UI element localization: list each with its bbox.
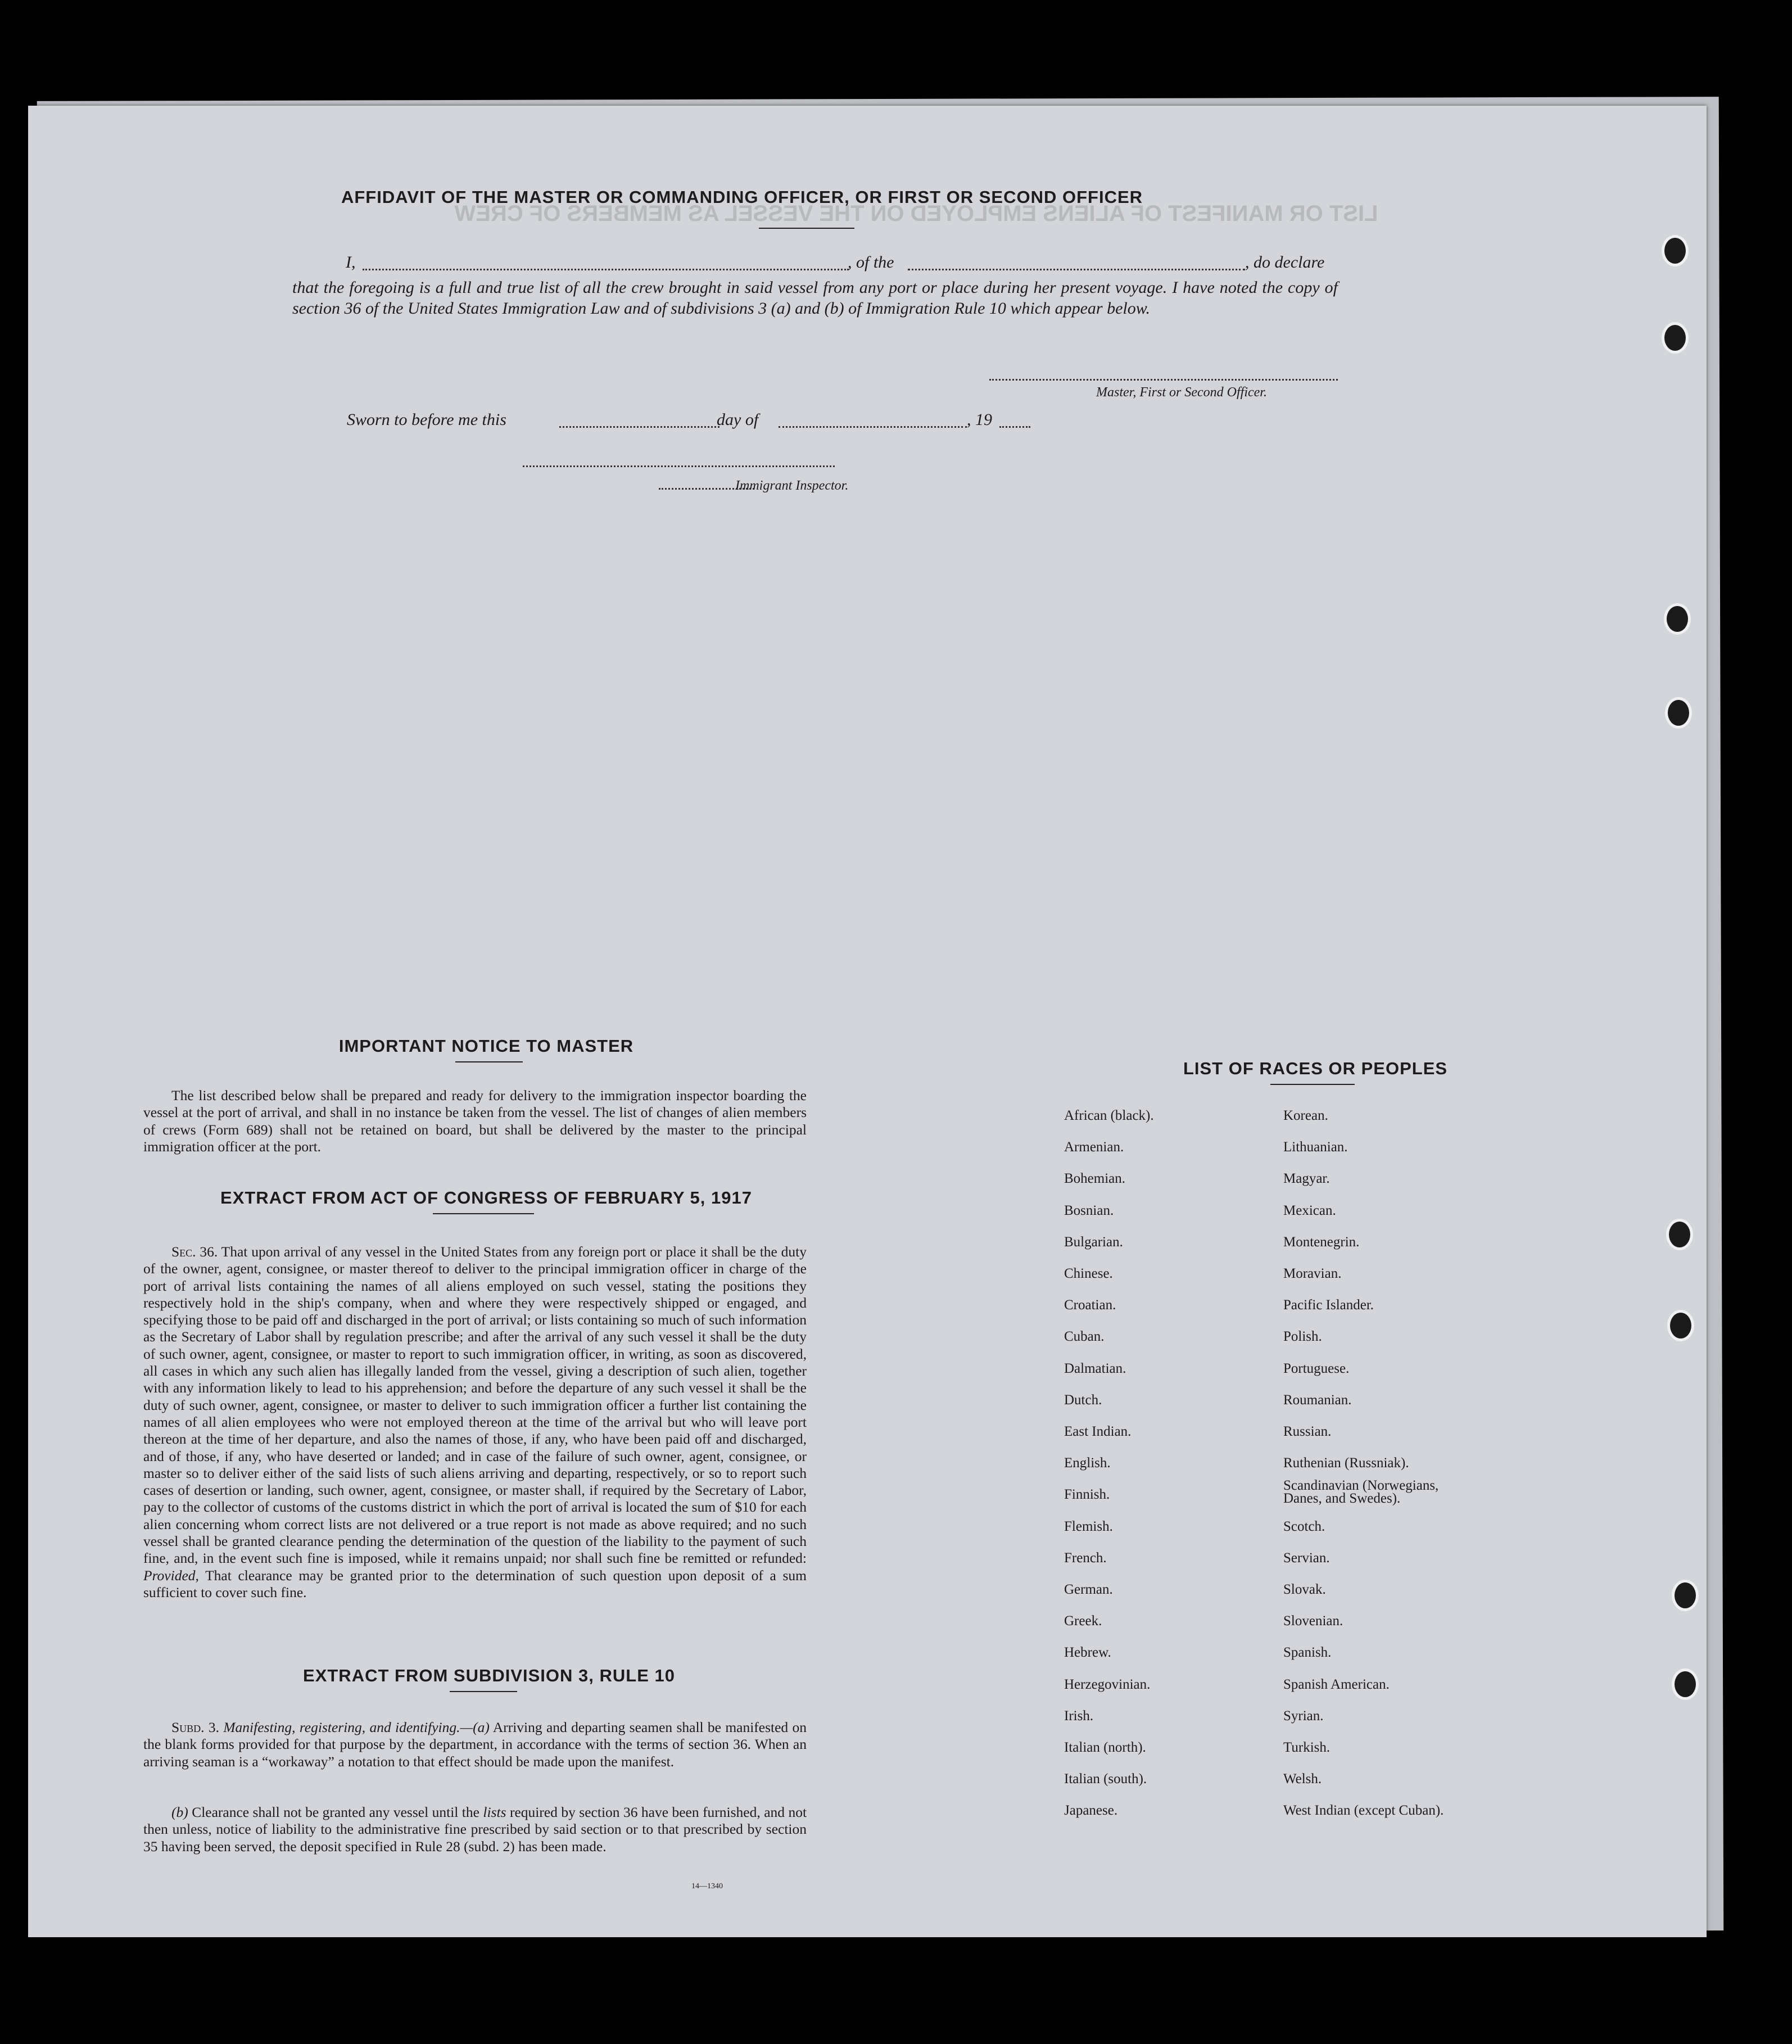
rule-para-b: [143, 1804, 807, 1855]
race-item-left: German.: [1064, 1582, 1113, 1597]
inspector-caption: Immigrant Inspector.: [735, 478, 849, 493]
race-item-right: Syrian.: [1283, 1708, 1324, 1724]
race-item-right: Roumanian.: [1283, 1392, 1352, 1408]
race-item-right: Mexican.: [1283, 1202, 1336, 1218]
race-item-right: Servian.: [1283, 1550, 1330, 1566]
act-body: [143, 1243, 807, 1601]
year-text: , 19: [967, 410, 992, 429]
race-item-right: Montenegrin.: [1283, 1234, 1360, 1250]
binder-hole: [1665, 697, 1692, 729]
lists-word: lists: [483, 1804, 506, 1820]
section-text-end: That clearance may be granted prior to the determination of such question upon deposit of a sum sufficient to cover such fine.: [143, 1567, 807, 1600]
name-blank: [363, 269, 849, 270]
sworn-day-blank: [559, 426, 719, 428]
master-signature-line: [989, 379, 1338, 381]
race-item-left: French.: [1064, 1550, 1107, 1566]
para-a-text: Arriving and departing seamen shall be manifested on the blank forms provided for that purpose by the department, in accordance with the terms of section 36. When an arriving seaman is a “workaway” a notation to that effect should be made upon the manifest.: [143, 1719, 807, 1770]
race-item-right: Spanish American.: [1283, 1676, 1390, 1692]
race-item-left: Japanese.: [1064, 1803, 1118, 1819]
section-label: Sec. 36.: [171, 1243, 218, 1260]
race-item-left: Irish.: [1064, 1708, 1094, 1724]
act-heading: EXTRACT FROM ACT OF CONGRESS OF FEBRUARY 5, 1917: [220, 1188, 752, 1208]
notice-body: The list described below shall be prepared and ready for delivery to the immigration inspector boarding the vessel at the port of arrival, and shall in no instance be taken from the vessel. The list of changes of alien members of crews (Form 689) shall not be retained on board, but shall be delivered by the master to the principal immigration officer at the port.: [143, 1087, 807, 1155]
race-item-left: Dalmatian.: [1064, 1360, 1126, 1376]
binder-hole: [1662, 322, 1689, 354]
para-b-text: Clearance shall not be granted any vessel until the: [192, 1804, 479, 1820]
race-item-left: Greek.: [1064, 1613, 1102, 1629]
race-item-right: Welsh.: [1283, 1771, 1322, 1787]
inspector-line-1: [523, 465, 835, 467]
notice-rule: [455, 1061, 523, 1062]
race-item-right: Korean.: [1283, 1108, 1328, 1123]
race-item-left: Finnish.: [1064, 1487, 1110, 1503]
affidavit-line-of-the: , of the: [848, 253, 894, 272]
heading-rule: [759, 228, 854, 229]
notice-heading: IMPORTANT NOTICE TO MASTER: [338, 1036, 634, 1056]
race-item-right: Pacific Islander.: [1283, 1297, 1374, 1313]
race-item-right: Lithuanian.: [1283, 1139, 1348, 1155]
race-item-left: East Indian.: [1064, 1424, 1132, 1439]
race-item-right: Portuguese.: [1283, 1360, 1350, 1376]
race-item-right: West Indian (except Cuban).: [1283, 1803, 1444, 1819]
race-item-left: Bohemian.: [1064, 1171, 1126, 1187]
para-b-mark: (b): [171, 1804, 188, 1820]
race-item-right: Slovenian.: [1283, 1613, 1343, 1629]
race-item-left: Armenian.: [1064, 1139, 1124, 1155]
para-a-mark: —(a): [460, 1719, 490, 1735]
rule-para-a: [143, 1719, 807, 1770]
provided-label: Provided,: [143, 1567, 199, 1584]
race-item-right: Spanish.: [1283, 1645, 1332, 1661]
binder-hole: [1672, 1668, 1699, 1700]
race-item-left: African (black).: [1064, 1108, 1154, 1123]
race-item-right: Russian.: [1283, 1424, 1332, 1439]
race-item-left: Italian (south).: [1064, 1771, 1147, 1787]
race-item-left: Herzegovinian.: [1064, 1676, 1151, 1692]
race-item-left: Cuban.: [1064, 1329, 1105, 1345]
races-heading: LIST OF RACES OR PEOPLES: [1183, 1059, 1448, 1078]
binder-hole: [1664, 603, 1691, 635]
affidavit-line-declare: , do declare: [1245, 253, 1325, 272]
binder-hole: [1666, 1219, 1693, 1250]
race-item-right: Turkish.: [1283, 1740, 1331, 1755]
affidavit-line-i: I,: [346, 253, 356, 272]
section-text: That upon arrival of any vessel in the United States from any foreign port or place it shall be the duty of the owner, agent, consignee, or master thereof to deliver to the principal immigration officer in charge of the port of arrival lists containing the names of all aliens employed on such vessel, stating the positions they respectively hold in the ship's company, when and where they were respectively shipped or engaged, and specifying those to be paid off and discharged in the port of arrival; or lists containing so much of such information as the Secretary of Labor shall by regulation prescribe; and after the arrival of any such vessel it shall be the duty of such owner, agent, consignee, or master to report to such immigration officer, in writing, as soon as discovered, all cases in which any such alien has illegally landed from the vessel, giving a description of such alien, together with any information likely to lead to his apprehension; and before the departure of any such vessel it shall be the duty of such owner, agent, consignee, or master to deliver to such immigration officer a further list containing the names of all alien employees who were not employed thereon at the time of the arrival but who will leave port thereon at the time of her departure, and also the names of those, if any, who have been paid off and discharged, and of those, if any, who have deserted or landed; and in case of the failure of such owner, agent, consignee, or master so to deliver either of the said lists of such aliens arriving and departing, respectively, or so to report such cases of desertion or landing, such owner, agent, consignee, or master shall, if required by the Secretary of Labor, pay to the collector of customs of the customs district in which the port of arrival is located the sum of $10 for each alien concerning whom correct lists are not delivered or a true report is not made as above required; and no such vessel shall be granted clearance pending the determination of the question of the liability to the payment of such fine, and, in the event such fine is imposed, while it remains unpaid; nor shall such fine be remitted or refunded:: [143, 1243, 807, 1567]
race-item-left: Croatian.: [1064, 1297, 1116, 1313]
races-rule: [1270, 1084, 1355, 1085]
race-item-right: Ruthenian (Russniak).: [1283, 1455, 1409, 1471]
binder-hole: [1667, 1310, 1694, 1341]
binder-hole: [1662, 235, 1689, 266]
subd-label: Subd. 3.: [171, 1719, 219, 1735]
race-item-left: Italian (north).: [1064, 1740, 1146, 1755]
master-caption: Master, First or Second Officer.: [1096, 385, 1267, 400]
race-item-right: Slovak.: [1283, 1582, 1326, 1597]
race-item-right: Moravian.: [1283, 1266, 1342, 1281]
sworn-month-blank: [779, 426, 967, 428]
act-rule: [433, 1213, 534, 1214]
affidavit-heading: AFFIDAVIT OF THE MASTER OR COMMANDING OFFICER, OR FIRST OR SECOND OFFICER: [341, 187, 1143, 207]
affidavit-body: that the foregoing is a full and true list of all the crew brought in said vessel from any port or place during her present voyage. I have noted the copy of section 36 of the United States Immigration Law and of subdivisions 3 (a) and (b) of Immigration Rule 10 which appear below.: [292, 278, 1338, 318]
document-page: [28, 106, 1707, 1937]
rule-heading: EXTRACT FROM SUBDIVISION 3, RULE 10: [303, 1666, 675, 1685]
race-item-left: English.: [1064, 1455, 1111, 1471]
race-item-right: Polish.: [1283, 1329, 1322, 1345]
bleed-through: LIST OR MANIFEST OF ALIENS EMPLOYED ON THE VESSEL AS MEMBERS OF CREW: [454, 201, 1378, 226]
race-item-left: Bulgarian.: [1064, 1234, 1123, 1250]
race-item-left: Bosnian.: [1064, 1202, 1114, 1218]
sworn-text: Sworn to before me this: [347, 410, 506, 429]
day-of-text: day of: [717, 410, 759, 429]
binder-hole: [1672, 1580, 1699, 1611]
race-item-left: Hebrew.: [1064, 1645, 1111, 1661]
subd-title: Manifesting, registering, and identifying.: [223, 1719, 460, 1735]
race-item-left: Flemish.: [1064, 1518, 1113, 1534]
form-number: 14—1340: [691, 1882, 723, 1891]
rule-heading-rule: [450, 1691, 517, 1692]
race-item-left: Dutch.: [1064, 1392, 1102, 1408]
race-item-left: Chinese.: [1064, 1266, 1113, 1281]
para-b-text-end: required by section 36 have been furnished, and not then unless, notice of liability to the administrative fine prescribed by said section or to that prescribed by section 35 having been served, the deposit specified in Rule 28 (subd. 2) has been made.: [143, 1804, 807, 1855]
race-item-right: Magyar.: [1283, 1171, 1330, 1187]
race-item-right: Scandinavian (Norwegians, Danes, and Swedes).: [1283, 1478, 1439, 1507]
vessel-blank: [908, 269, 1245, 270]
year-blank: [999, 426, 1030, 428]
race-item-right: Scotch.: [1283, 1518, 1325, 1534]
